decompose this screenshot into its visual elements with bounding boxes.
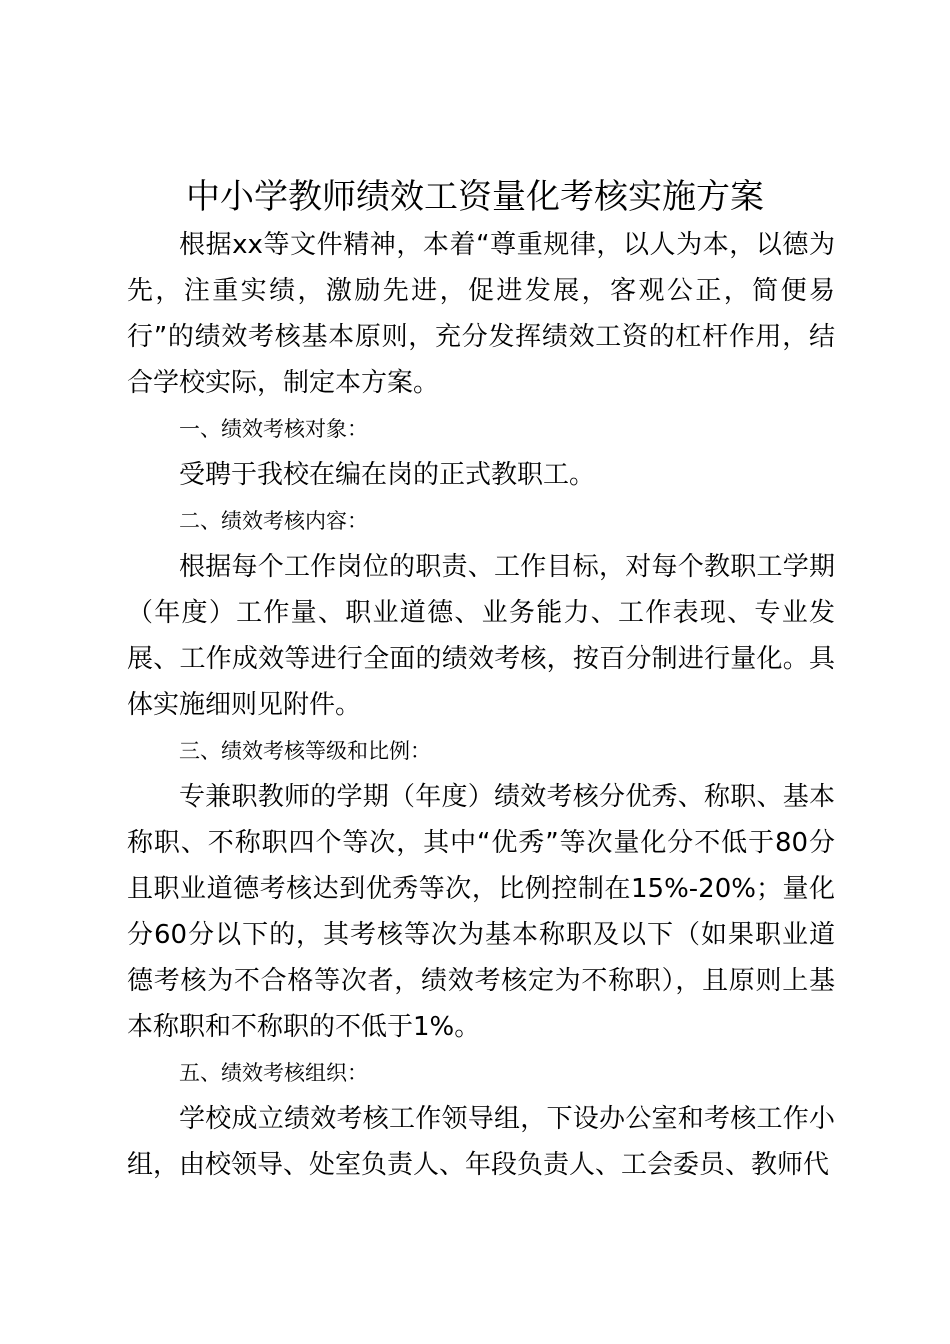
section-heading-assessment-target: 一、绩效考核对象： — [179, 417, 368, 441]
document-title: 中小学教师绩效工资量化考核实施方案 — [186, 177, 764, 217]
section-heading-assessment-content: 二、绩效考核内容： — [179, 509, 368, 533]
section-heading-assessment-organization: 五、绩效考核组织： — [179, 1061, 368, 1085]
document-body — [127, 222, 835, 1188]
section-content-assessment-content: 根据每个工作岗位的职责、工作目标，对每个教职工学期（年度）工作量、职业道德、业务能力、工作表现、专业发展、工作成效等进行全面的绩效考核，按百分制进行量化。具体实施细则见附件。 — [127, 552, 835, 720]
intro-paragraph: 根据xx等文件精神，本着“尊重规律，以人为本，以德为先，注重实绩，激励先进，促进发展，客观公正，简便易行”的绩效考核基本原则，充分发挥绩效工资的杠杆作用，结合学校实际，制定本方案。 — [127, 230, 835, 398]
section-content-assessment-target: 受聘于我校在编在岗的正式教职工。 — [179, 460, 596, 490]
section-content-assessment-grades: 专兼职教师的学期（年度）绩效考核分优秀、称职、基本称职、不称职四个等次，其中“优秀”等次量化分不低于80分且职业道德考核达到优秀等次，比例控制在15%-20%；量化分60分以下的，其考核等次为基本称职及以下（如果职业道德考核为不合格等次者，绩效考核定为不称职），且原则上基本称职和不称职的不低于1%。 — [127, 782, 835, 1042]
section-heading-assessment-grades: 三、绩效考核等级和比例： — [179, 739, 431, 763]
section-content-assessment-organization: 学校成立绩效考核工作领导组，下设办公室和考核工作小组，由校领导、处室负责人、年段负责人、工会委员、教师代 — [127, 1104, 835, 1180]
